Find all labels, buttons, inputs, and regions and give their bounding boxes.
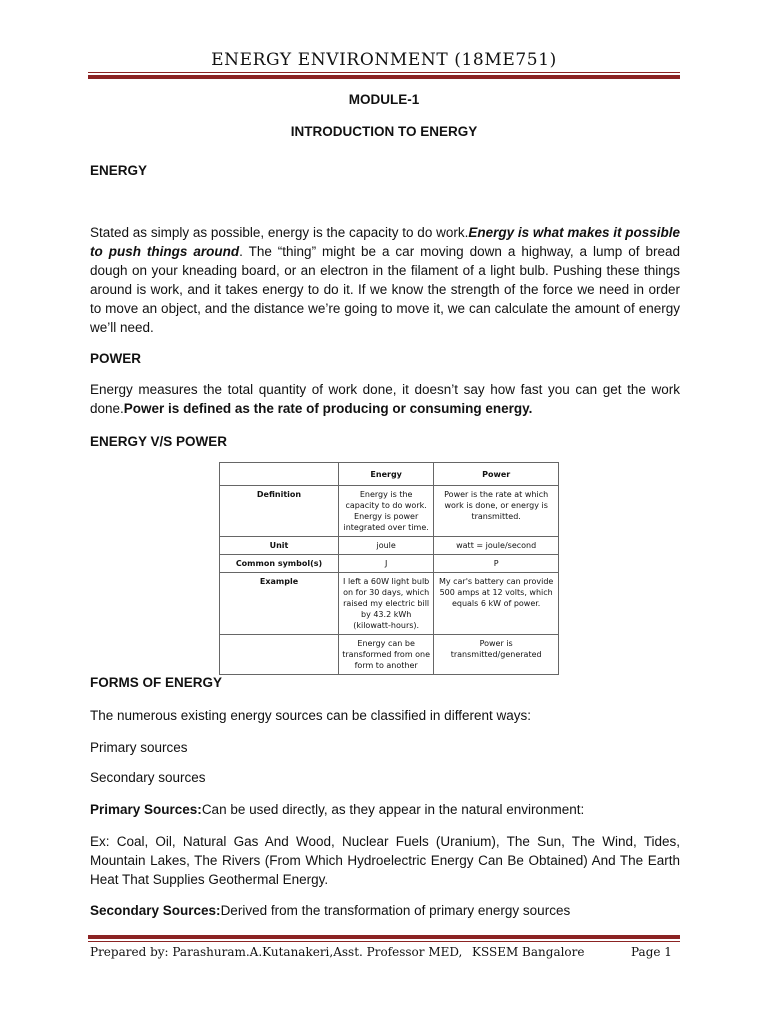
forms-heading: FORMS OF ENERGY [90,675,223,690]
table-header-empty [220,463,339,486]
energy-emphasis: Energy is what makes it possible to push things around [90,225,681,259]
row-label: Definition [220,486,339,537]
primary-text: Can be used directly, as they appear in the natural environment: [201,802,585,817]
header-rule [88,72,680,79]
footer-rule [88,935,680,942]
secondary-text: Derived from the transformation of primary energy sources [220,903,571,918]
chapter-title: INTRODUCTION TO ENERGY [290,124,478,139]
footer-prepared-by: Prepared by: Parashuram.A.Kutanakeri,Asst. Professor MED, [90,945,463,959]
footer-institute: KSSEM Bangalore [472,945,585,959]
row-label: Example [220,573,339,635]
energy-cell: Energy can be transformed from one form to another [339,635,434,675]
energy-text-b: . The “thing” might be a car moving down a highway, a lump of bread dough on your kneading board, or an electron in the filament of a light bulb. Pushing these things around is work, and it takes energy to do it. If we know the strength of the force we need in order to move an object, and the distance we’re going to move it, we can calculate the amount of energy we’ll need. [90,244,680,335]
secondary-sources-definition [90,901,680,920]
table-row [220,635,559,675]
primary-sources-definition [90,800,680,819]
energy-cell: Energy is the capacity to do work. Energy is power integrated over time. [339,486,434,537]
power-paragraph [90,380,680,418]
table-row [220,573,559,635]
energy-text-a: Stated as simply as possible, energy is the capacity to do work. [90,225,469,240]
power-cell: Power is the rate at which work is done, or energy is transmitted. [434,486,559,537]
footer-page-number: Page 1 [631,945,672,959]
energy-paragraph [90,223,680,337]
power-cell: watt = joule/second [434,537,559,555]
table-row [220,486,559,537]
row-label [220,635,339,675]
power-heading: POWER [90,351,142,366]
energy-cell: I left a 60W light bulb on for 30 days, which raised my electric bill by 43.2 kWh (kilowatt-hours). [339,573,434,635]
power-cell: P [434,555,559,573]
power-cell: Power is transmitted/generated [434,635,559,675]
primary-examples: Ex: Coal, Oil, Natural Gas And Wood, Nuclear Fuels (Uranium), The Sun, The Wind, Tides, Mountain Lakes, The Rivers (From Which Hydroelectric Energy Can Be Obtained) And The Earth Heat That Supplies Geothermal Energy. [90,834,680,887]
table-row [220,537,559,555]
forms-intro: The numerous existing energy sources can be classified in different ways: [90,708,531,723]
row-label: Common symbol(s) [220,555,339,573]
energy-heading: ENERGY [90,163,148,178]
page-header-title: ENERGY ENVIRONMENT (18ME751) [211,50,557,70]
table-header-row [220,463,559,486]
module-title: MODULE-1 [348,92,420,107]
power-definition: Power is defined as the rate of producing or consuming energy. [123,401,533,416]
energy-vs-power-heading: ENERGY V/S POWER [90,434,228,449]
secondary-label: Secondary Sources: [90,903,221,918]
table-row [220,555,559,573]
row-label: Unit [220,537,339,555]
primary-label: Primary Sources: [90,802,202,817]
table-header-power: Power [434,463,559,486]
power-text: Energy measures the total quantity of work done, it doesn’t say how fast you can get the work done. [90,382,680,416]
primary-sources-item: Primary sources [90,740,188,755]
energy-cell: joule [339,537,434,555]
energy-vs-power-table [219,462,559,675]
power-cell: My car's battery can provide 500 amps at 12 volts, which equals 6 kW of power. [434,573,559,635]
table-header-energy: Energy [339,463,434,486]
secondary-sources-item: Secondary sources [90,770,206,785]
energy-cell: J [339,555,434,573]
